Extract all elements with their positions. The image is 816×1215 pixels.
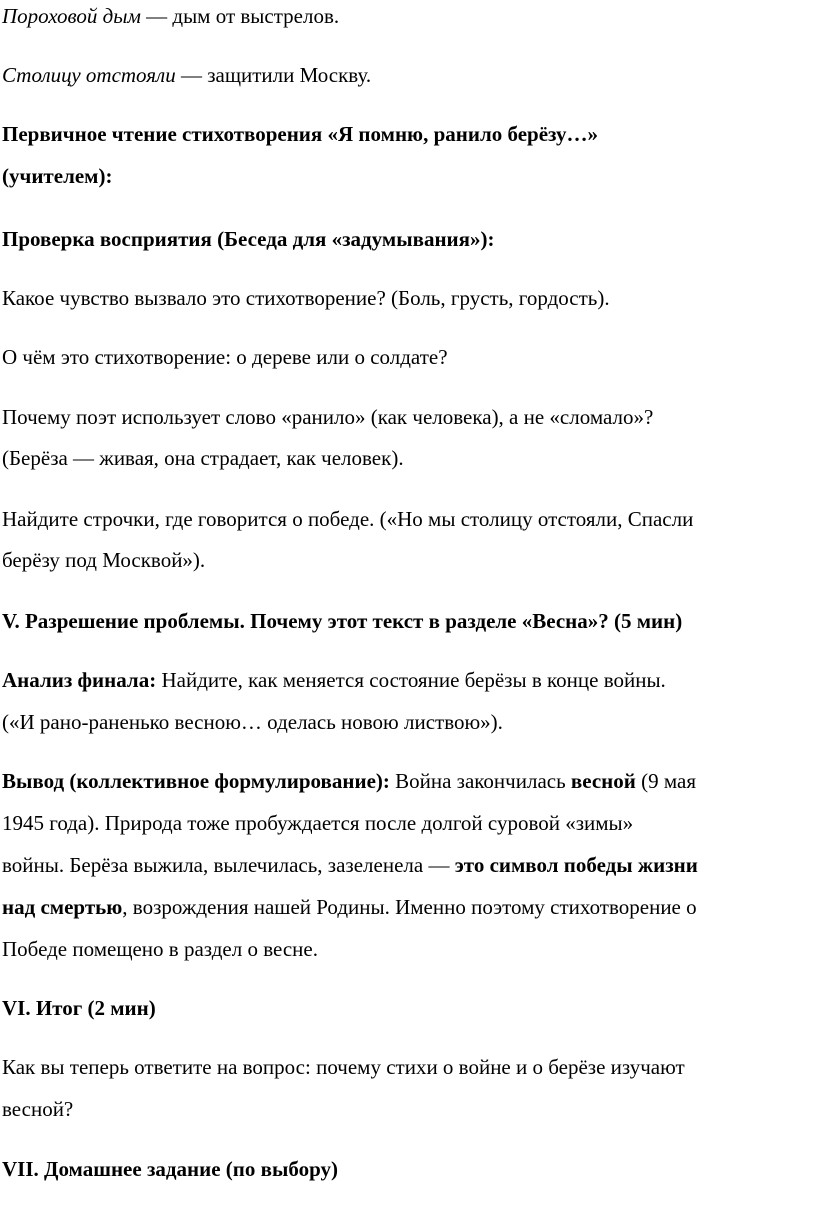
summary-question-line-1: Как вы теперь ответите на вопрос: почему стихи о войне и о берёзе изучают [2,1055,685,1079]
glossary-definition: — дым от выстрелов. [140,4,340,28]
summary-question-line-2: весной? [2,1097,74,1121]
analysis-line-1 [2,668,666,692]
conclusion-line-2: 1945 года). Природа тоже пробуждается после долгой суровой «зимы» [2,811,634,835]
conclusion-text: , возрождения нашей Родины. Именно поэтому стихотворение о [122,895,697,919]
analysis-text: Найдите, как меняется состояние берёзы в конце войны. [156,668,666,692]
analysis-label: Анализ финала: [2,668,157,692]
section-heading-v: V. Разрешение проблемы. Почему этот текст в разделе «Весна»? (5 мин) [2,609,683,633]
conclusion-emphasis: весной [570,769,636,793]
question-victory: Найдите строчки, где говорится о победе. («Но мы столицу отстояли, Спасли [2,507,694,531]
section-heading-vii: VII. Домашнее задание (по выбору) [2,1157,338,1181]
section-heading-reading-cont: (учителем): [2,164,113,188]
conclusion-line-5: Победе помещено в раздел о весне. [2,937,318,961]
conclusion-text: войны. Берёза выжила, вылечилась, зазеленела — [2,853,455,877]
section-heading-vi: VI. Итог (2 мин) [2,996,156,1020]
question-feeling: Какое чувство вызвало это стихотворение? (Боль, грусть, гордость). [2,286,610,310]
question-subject: О чём это стихотворение: о дереве или о солдате? [2,345,448,369]
glossary-line-2 [2,63,371,87]
conclusion-line-1 [2,769,696,793]
conclusion-line-3 [2,853,698,877]
glossary-term: Столицу отстояли [2,63,176,87]
question-word-answer: (Берёза — живая, она страдает, как человек). [2,446,404,470]
glossary-definition: — защитили Москву. [175,63,372,87]
conclusion-emphasis: это символ победы жизни [454,853,698,877]
conclusion-label: Вывод (коллективное формулирование): [2,769,390,793]
question-victory-cont: берёзу под Москвой»). [2,548,206,572]
analysis-line-2: («И рано-раненько весною… оделась новою листвою»). [2,710,503,734]
glossary-term: Пороховой дым [2,4,141,28]
section-heading-check: Проверка восприятия (Беседа для «задумывания»): [2,227,495,251]
question-word: Почему поэт использует слово «ранило» (как человека), а не «сломало»? [2,405,654,429]
glossary-line-1 [2,4,339,28]
conclusion-line-4 [2,895,697,919]
conclusion-text: (9 мая [635,769,696,793]
conclusion-text: Война закончилась [389,769,571,793]
conclusion-emphasis: над смертью [2,895,123,919]
section-heading-reading: Первичное чтение стихотворения «Я помню, ранило берёзу…» [2,122,599,146]
